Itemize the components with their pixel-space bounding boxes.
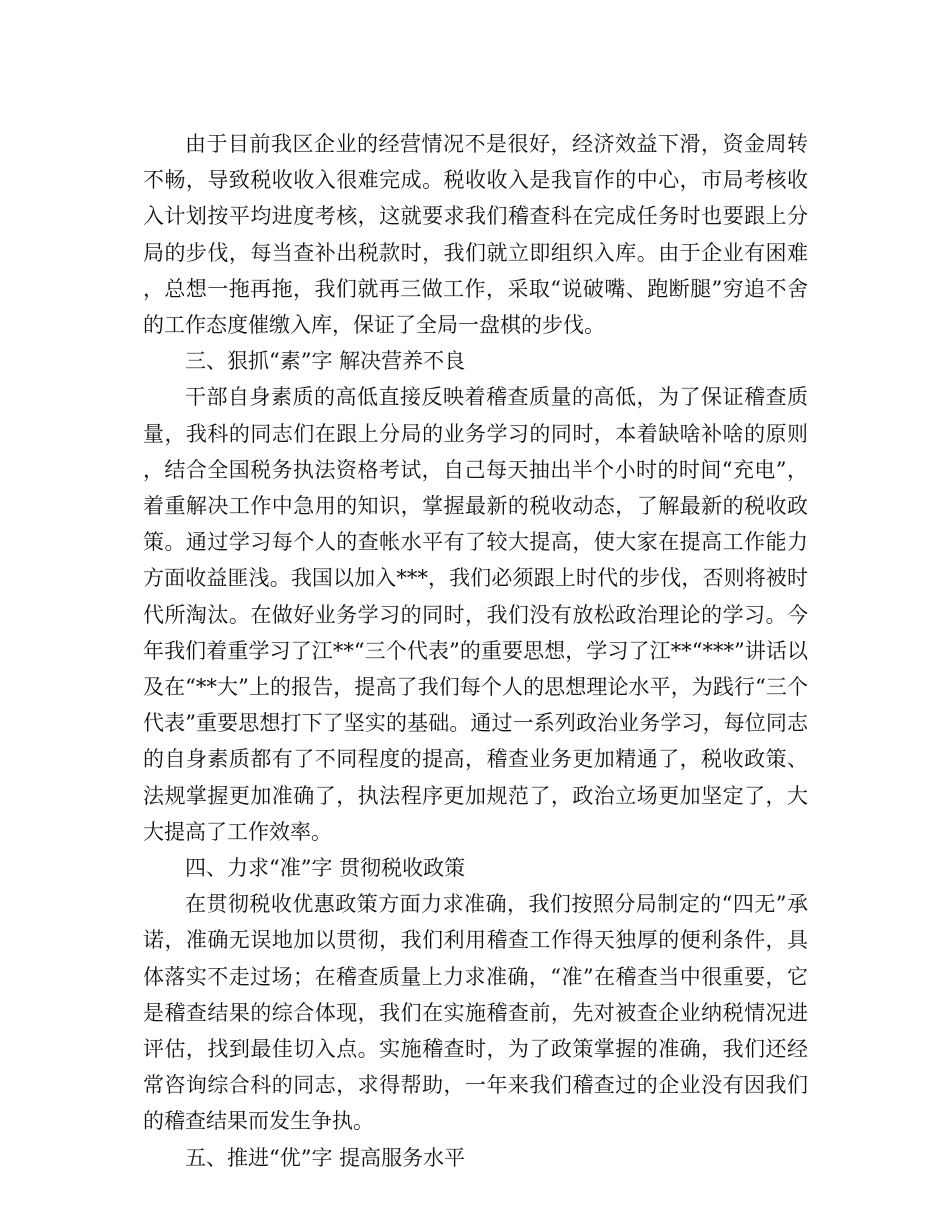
- paragraph-tax-collection: 由于目前我区企业的经营情况不是很好，经济效益下滑，资金周转不畅，导致税收收入很难完成。税收收入是我盲作的中心，市局考核收入计划按平均进度考核，这就要求我们稽查科在完成任务时也要跟上分局的步伐，每当查补出税款时，我们就立即组织入库。由于企业有困难，总想一拖再拖，我们就再三做工作，采取“说破嘴、跑断腿”穷追不舍的工作态度催缴入库，保证了全局一盘棋的步伐。: [143, 132, 808, 338]
- paragraph-cadre-quality: 干部自身素质的高低直接反映着稽查质量的高低，为了保证稽查质量，我科的同志们在跟上分局的业务学习的同时，本着缺啥补啥的原则，结合全国税务执法资格考试，自己每天抽出半个小时的时间“充电”，着重解决工作中急用的知识，掌握最新的税收动态，了解最新的税收政策。通过学习每个人的查帐水平有了较大提高，使大家在提高工作能力方面收益匪浅。我国以加入***，我们必须跟上时代的步伐，否则将被时代所淘汰。在做好业务学习的同时，我们没有放松政治理论的学习。今年我们着重学习了江**“三个代表”的重要思想，学习了江**“***”讲话以及在“**大”上的报告，提高了我们每个人的思想理论水平，为践行“三个代表”重要思想打下了坚实的基础。通过一系列政治业务学习，每位同志的自身素质都有了不同程度的提高，稽查业务更加精通了，税收政策、法规掌握更加准确了，执法程序更加规范了，政治立场更加坚定了，大大提高了工作效率。: [143, 385, 808, 844]
- document-body: [143, 126, 808, 1176]
- section-heading-four: 四、力求“准”字 贯彻税收政策: [185, 856, 466, 881]
- section-heading-five: 五、推进“优”字 提高服务水平: [185, 1145, 466, 1170]
- section-heading-three: 三、狠抓“素”字 解决营养不良: [185, 349, 466, 374]
- paragraph-tax-policy: 在贯彻税收优惠政策方面力求准确，我们按照分局制定的“四无”承诺，准确无误地加以贯彻，我们利用稽查工作得天独厚的便利条件，具体落实不走过场；在稽查质量上力求准确，“准”在稽查当中很重要，它是稽查结果的综合体现，我们在实施稽查前，先对被查企业纳税情况进评估，找到最佳切入点。实施稽查时，为了政策掌握的准确，我们还经常咨询综合科的同志，求得帮助，一年来我们稽查过的企业没有因我们的稽查结果而发生争执。: [143, 892, 808, 1134]
